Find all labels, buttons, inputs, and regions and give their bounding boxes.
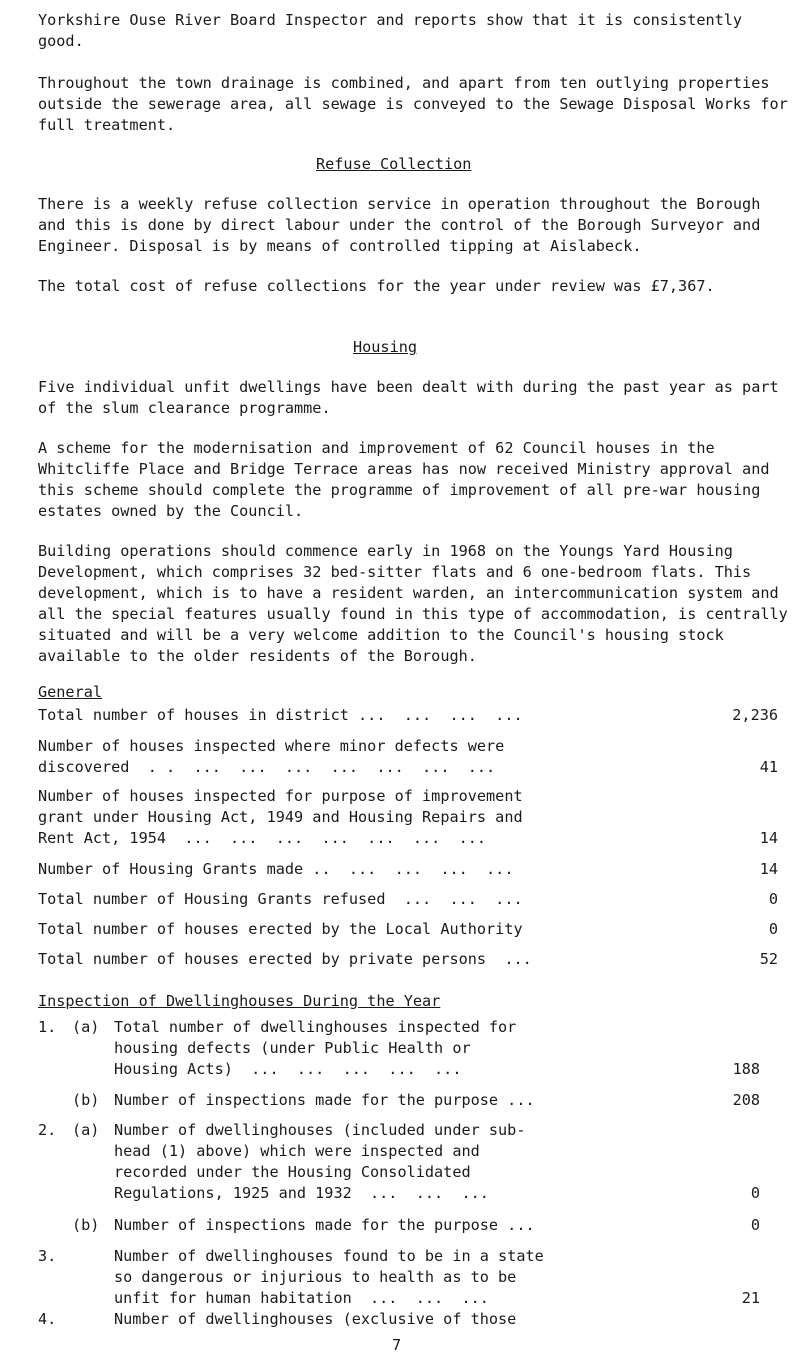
housing-paragraph-3: Building operations should commence early in 1968 on the Youngs Yard Housing Development, which comprises 32 bed-sitter flats and 6 one-bedroom flats. This development, which is to have a resident warden, an intercommunication system and all the special features usually found in this type of accommodation, is centrally situated and will be a very welcome addition to the Council's housing stock available to the older residents of the Borough. (38, 542, 797, 665)
item-text: Number of inspections made for the purpose ... (114, 1091, 535, 1109)
item-number: 2. (38, 1121, 57, 1139)
intro-paragraph: Yorkshire Ouse River Board Inspector and reports show that it is consistently good. (38, 11, 752, 50)
housing-heading: Housing (353, 338, 418, 356)
item-value: 188 (732, 1060, 760, 1078)
general-row-value: 41 (759, 758, 778, 776)
general-row-label: Number of Housing Grants made .. ... ... ... ... (38, 860, 514, 878)
inspection-heading: Inspection of Dwellinghouses During the Year (38, 992, 441, 1010)
refuse-collection-heading: Refuse Collection (316, 155, 472, 173)
general-row-label: Total number of Housing Grants refused ... ... ... (38, 890, 523, 908)
item-text: Total number of dwellinghouses inspected for housing defects (under Public Health or Housing Acts) ... ... ... ... ... (114, 1018, 517, 1078)
drainage-paragraph: Throughout the town drainage is combined, and apart from ten outlying properties outside the sewerage area, all sewage is conveyed to the Sewage Disposal Works for full treatment. (38, 74, 797, 134)
general-row-value: 14 (759, 860, 778, 878)
refuse-paragraph-1: There is a weekly refuse collection service in operation throughout the Borough and this is done by direct labour under the control of the Borough Surveyor and Engineer. Disposal is by means of controlled tipping at Aislabeck. (38, 195, 770, 255)
general-row-label: Number of houses inspected where minor defects were discovered . . ... ... ... ... ... ... ... (38, 737, 505, 776)
item-text: Number of dwellinghouses (exclusive of those (114, 1310, 517, 1328)
general-row-value: 52 (759, 950, 778, 968)
page-number: 7 (392, 1336, 402, 1354)
general-row (38, 859, 778, 880)
general-row (38, 889, 778, 910)
general-row-label: Total number of houses erected by the Local Authority (38, 920, 523, 938)
item-number: 4. (38, 1310, 57, 1328)
general-row-value: 14 (759, 829, 778, 847)
item-subletter: (a) (72, 1121, 100, 1139)
refuse-paragraph-2: The total cost of refuse collections for the year under review was £7,367. (38, 277, 715, 295)
item-text: Number of dwellinghouses (included under sub- head (1) above) which were inspected and recorded under the Housing Consolidated Regulations, 1925 and 1932 ... ... ... (114, 1121, 526, 1202)
general-row (38, 705, 778, 726)
item-number: 3. (38, 1247, 57, 1265)
item-subletter: (b) (72, 1216, 100, 1234)
item-value: 0 (750, 1184, 760, 1202)
item-value: 21 (741, 1289, 760, 1307)
general-row (38, 919, 778, 940)
general-row (38, 949, 778, 970)
general-row-label: Total number of houses in district ... ... ... ... (38, 706, 523, 724)
housing-paragraph-1: Five individual unfit dwellings have been dealt with during the past year as part of the slum clearance programme. (38, 378, 788, 417)
item-number: 1. (38, 1018, 57, 1036)
item-text: Number of dwellinghouses found to be in a state so dangerous or injurious to health as to be unfit for human habitation ... ... ... (114, 1247, 544, 1307)
general-row-label: Total number of houses erected by private persons ... (38, 950, 532, 968)
item-value: 208 (732, 1091, 760, 1109)
housing-paragraph-2: A scheme for the modernisation and improvement of 62 Council houses in the Whitcliffe Place and Bridge Terrace areas has now received Ministry approval and this scheme should complete the programme of improvement of all pre-war housing estates owned by the Council. (38, 439, 779, 520)
general-row-value: 0 (768, 890, 778, 908)
item-subletter: (b) (72, 1091, 100, 1109)
general-row-value: 2,236 (732, 706, 778, 724)
general-row (38, 736, 778, 776)
item-subletter: (a) (72, 1018, 100, 1036)
general-heading: General (38, 683, 103, 701)
item-text: Number of inspections made for the purpose ... (114, 1216, 535, 1234)
general-row-value: 0 (768, 920, 778, 938)
general-row-label: Number of houses inspected for purpose of improvement grant under Housing Act, 1949 and Housing Repairs and Rent Act, 1954 ... ... ... ... ... ... ... (38, 787, 523, 847)
general-row (38, 786, 778, 847)
item-value: 0 (750, 1216, 760, 1234)
